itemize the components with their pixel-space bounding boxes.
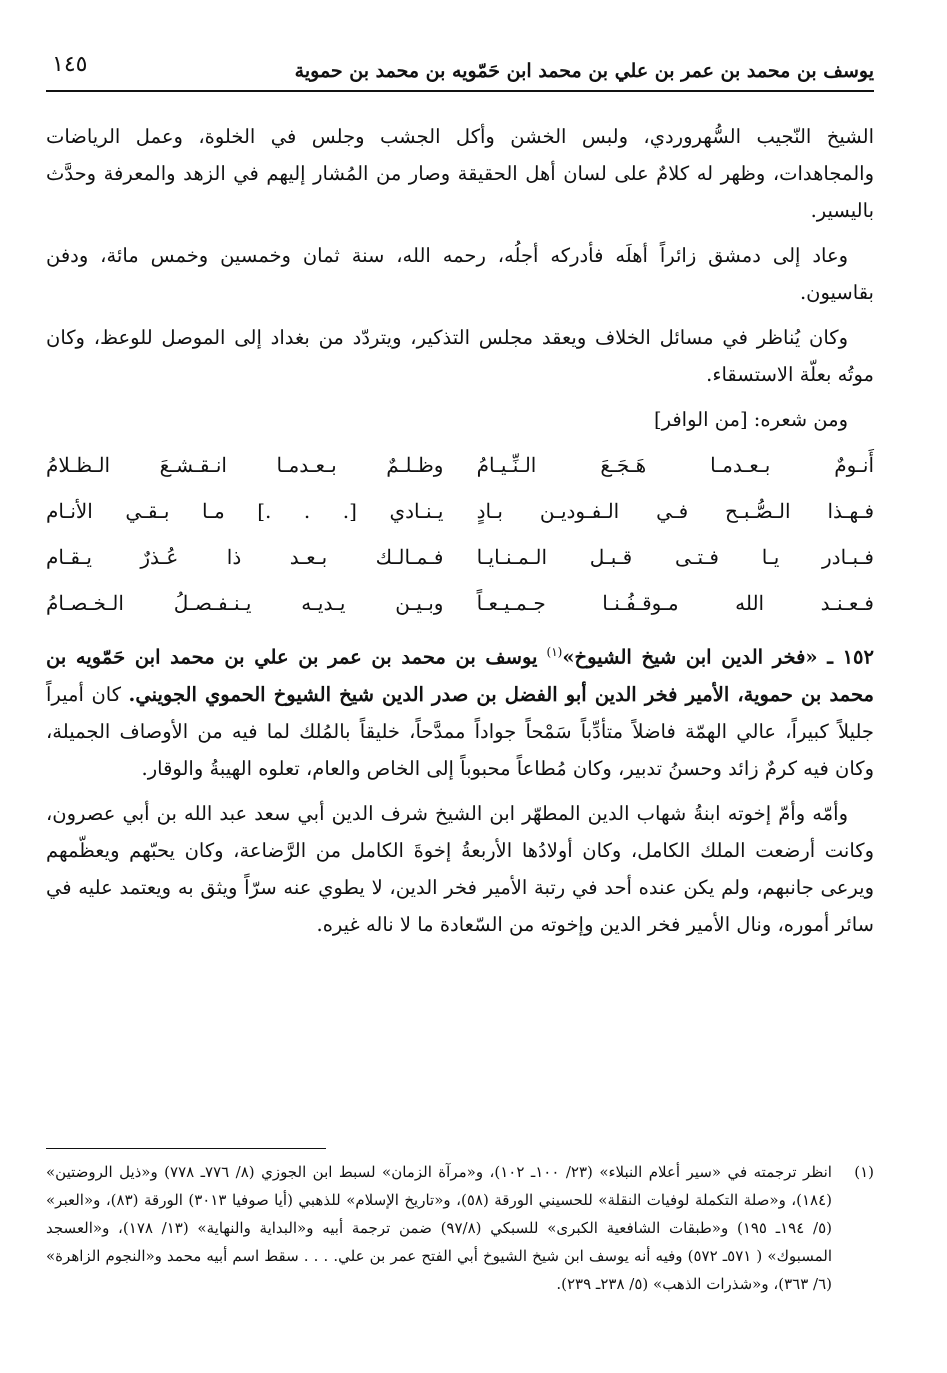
footnote-rule — [46, 1148, 326, 1149]
book-page — [46, 40, 874, 1293]
poem-hemistich: وظـلـمٌ بـعـدمـا انـقـشـعَ الـظـلامُ — [46, 452, 444, 477]
footnote-reference: (١) — [546, 645, 563, 659]
header-rule — [46, 90, 874, 92]
poem-hemistich: يـنـادي [. . .] مـا بـقـي الأنـام — [46, 498, 444, 523]
poem-hemistich: فـبـادر يـا فـتـى قـبـل الـمـنـايـا — [476, 544, 874, 569]
poem-hemistich: فـهـذا الـصُّـبـح فـي الـفـوديـن بـادٍ — [476, 498, 874, 523]
main-text — [46, 118, 874, 951]
entry-name: يوسف بن محمد بن عمر بن علي بن محمد ابن حَمّويه بن محمد بن حموية، الأمير فخر الدين أبو الفضل بن صدر الدين شيخ الشيوخ الحموي الجويني. — [46, 645, 874, 706]
poem-line-4 — [46, 580, 874, 626]
footnote-1 — [46, 1158, 874, 1298]
footnote-text: انظر ترجمته في «سير أعلام النبلاء» (٢٣/ ١٠٠ـ ١٠٢)، و«مرآة الزمان» لسبط ابن الجوزي (٨/ ٧٧٦ـ ٧٧٨) و«ذيل الروضتين» (١٨٤)، و«صلة التكملة لوفيات النقلة» للحسيني الورقة (٥٨)، و«تاريخ الإسلام» للذهبي (أيا صوفيا ٣٠١٣) الورقة (٨٣)، و«العبر» (٥/ ١٩٤ـ ١٩٥) و«طبقات الشافعية الكبرى» للسبكي (٩٧/٨) ضمن ترجمة أبيه و«البداية والنهاية» (١٣/ ١٧٨)، و«العسجد المسبوك» ( ٥٧١ـ ٥٧٢) وفيه أنه يوسف ابن شيخ الشيوخ أبي الفتح عمر بن علي. . . . سقط اسم أبيه محمد و«النجوم الزاهرة» (٦/ ٣٦٣)، و«شذرات الذهب» (٥/ ٢٣٨ـ ٢٣٩). — [46, 1163, 833, 1293]
page-number: ١٤٥ — [52, 52, 88, 77]
page-header — [46, 40, 874, 84]
poem-line-2 — [46, 488, 874, 534]
poem-intro: ومن شعره: [من الوافر] — [653, 408, 848, 431]
footnotes — [46, 1158, 874, 1298]
poem-hemistich: وبـيـن يـديـه يـنـفـصـلُ الـخـصـامُ — [46, 590, 444, 615]
paragraph-1: الشيخ النّجيب السُّهروردي، ولبس الخشن وأكل الجشب وجلس في الخلوة، وعمل الرياضات والمجاهدات، وظهر له كلامٌ على لسان أهل الحقيقة وصار من المُشار إليهم في الزهد والمعرفة وحدَّث باليسير. — [46, 125, 874, 222]
entry-heading: ١٥٢ ـ «فخر الدين ابن شيخ الشيوخ» — [562, 645, 874, 669]
running-title: يوسف بن محمد بن عمر بن علي بن محمد ابن حَمّويه بن محمد بن حموية — [294, 60, 874, 82]
biography-entry — [46, 634, 874, 787]
paragraph-2: وعاد إلى دمشق زائراً أهلَه فأدركه أجلُه، رحمه الله، سنة ثمان وخمسين وخمس مائة، ودفن بقاسيون. — [46, 244, 874, 304]
paragraph-4: وأمّه وأمّ إخوته ابنةُ شهاب الدين المطهّر ابن الشيخ شرف الدين أبي سعد عبد الله بن أبي عصرون، وكانت أرضعت الملك الكامل، وكان أولادُها الأربعةُ إخوةَ الكامل من الرَّضاعة، وكان يحبّهم ويعظّمهم ويرعى جانبهم، ولم يكن عنده أحد في رتبة الأمير فخر الدين، لا يطوي عنه سرّاً ويثق به ويعتمد عليه في سائر أموره، ونال الأمير فخر الدين وإخوته من السّعادة ما لا ناله غيره. — [46, 801, 874, 936]
poem-hemistich: أَنـومٌ بـعـدمـا هَـجَـعَ الـنِّـيـامُ — [476, 452, 874, 477]
poem-hemistich: فـمـالـك بـعـد ذا عُـذرٌ يـقـام — [46, 544, 444, 569]
poem-line-3 — [46, 534, 874, 580]
footnote-marker: (١) — [854, 1163, 874, 1181]
poem-line-1 — [46, 442, 874, 488]
entry-text: كان أميراً جليلاً كبيراً، عالي الهمّة فاضلاً متأدِّباً سَمْحاً جواداً ممدَّحاً، خليقاً بالمُلك لما فيه من الأوصاف الجميلة، وكان فيه كرمٌ زائد وحسنُ تدبير، وكان مُطاعاً محبوباً إلى الخاص والعام، تعلوه الهيبةُ والوقار. — [46, 682, 874, 780]
poem-hemistich: فـعـنـد الله مـوقـفُـنـا جـمـيـعـاً — [476, 590, 874, 615]
paragraph-3: وكان يُناظر في مسائل الخلاف ويعقد مجلس التذكير، ويتردّد من بغداد إلى الموصل للوعظ، وكان موتُه بعلّة الاستسقاء. — [46, 326, 874, 386]
poem — [46, 442, 874, 626]
